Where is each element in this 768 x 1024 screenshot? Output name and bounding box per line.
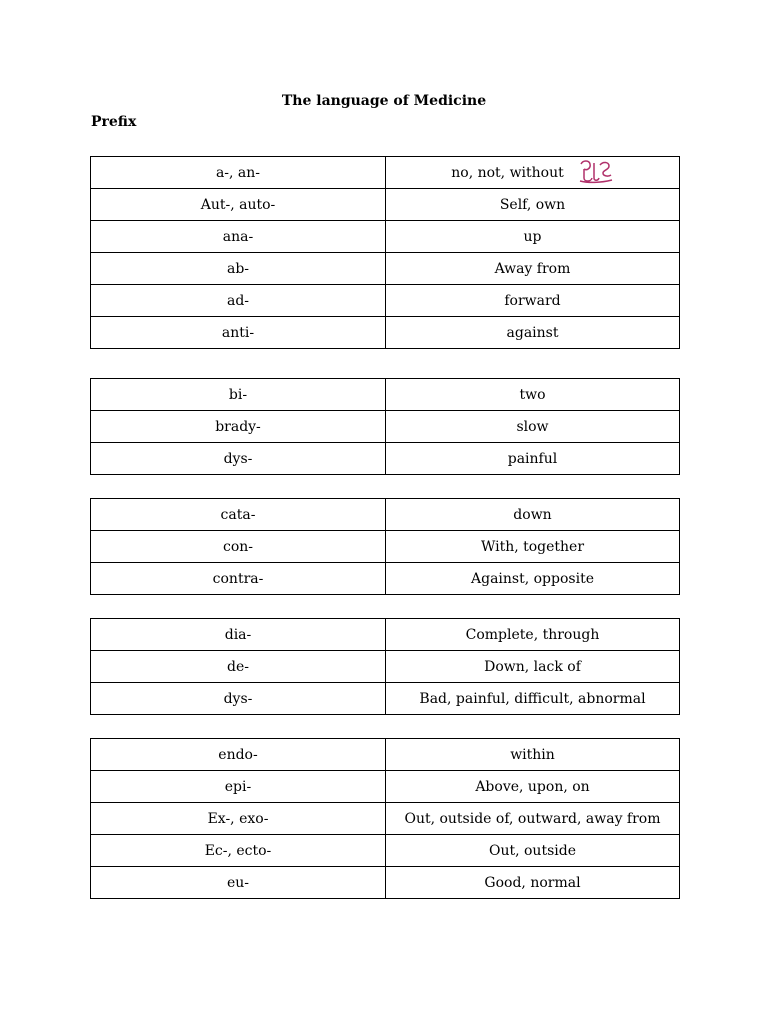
prefix-text: anti- (221, 324, 255, 341)
table-row (91, 253, 680, 285)
meaning-cell (386, 189, 680, 221)
prefix-text: con- (222, 538, 254, 555)
meaning-text: against (506, 324, 559, 341)
prefix-cell (91, 221, 386, 253)
meaning-cell (386, 531, 680, 563)
meaning-text: Out, outside (488, 842, 576, 859)
meaning-text: Away from (494, 260, 571, 277)
meaning-text: Down, lack of (484, 658, 581, 675)
meaning-cell (386, 835, 680, 867)
table-row (91, 563, 680, 595)
meaning-cell (386, 771, 680, 803)
meaning-text: Bad, painful, difficult, abnormal (419, 690, 646, 707)
meaning-text: With, together (480, 538, 585, 555)
table-row (91, 803, 680, 835)
prefix-table-a (90, 156, 680, 349)
table-row (91, 221, 680, 253)
prefix-cell (91, 499, 386, 531)
meaning-text: within (510, 746, 555, 763)
prefix-text: eu- (226, 874, 250, 891)
prefix-cell (91, 563, 386, 595)
prefix-cell (91, 739, 386, 771)
prefix-text: Ec-, ecto- (204, 842, 272, 859)
prefix-table-b (90, 378, 680, 475)
table-row (91, 651, 680, 683)
page-title: The language of Medicine (281, 93, 487, 109)
meaning-cell (386, 253, 680, 285)
prefix-cell (91, 317, 386, 349)
table-row (91, 499, 680, 531)
prefix-cell (91, 771, 386, 803)
prefix-cell (91, 411, 386, 443)
prefix-text: cata- (220, 506, 256, 523)
prefix-text: dys- (223, 450, 253, 467)
table-row (91, 739, 680, 771)
handwritten-note-icon (578, 158, 614, 188)
prefix-text: endo- (218, 746, 258, 763)
prefix-table-d (90, 618, 680, 715)
meaning-cell (386, 157, 680, 189)
meaning-cell (386, 563, 680, 595)
prefix-table-c (90, 498, 680, 595)
table-row (91, 411, 680, 443)
meaning-text: Good, normal (484, 874, 581, 891)
table-row (91, 379, 680, 411)
meaning-text: Self, own (499, 196, 566, 213)
meaning-cell (386, 379, 680, 411)
meaning-text: Against, opposite (471, 570, 594, 587)
meaning-cell (386, 683, 680, 715)
prefix-text: brady- (215, 418, 261, 435)
table-row (91, 619, 680, 651)
prefix-text: de- (227, 658, 249, 675)
prefix-text: contra- (212, 570, 264, 587)
prefix-text: ad- (226, 292, 250, 309)
prefix-text: bi- (228, 386, 248, 403)
prefix-cell (91, 189, 386, 221)
prefix-text: ab- (226, 260, 250, 277)
table-row (91, 443, 680, 475)
table-row (91, 317, 680, 349)
prefix-text: dia- (224, 626, 252, 643)
meaning-cell (386, 739, 680, 771)
table-row (91, 157, 680, 189)
table-row (91, 189, 680, 221)
table-row (91, 867, 680, 899)
prefix-cell (91, 683, 386, 715)
prefix-cell (91, 157, 386, 189)
table-row (91, 285, 680, 317)
prefix-cell (91, 651, 386, 683)
prefix-text: a-, an- (215, 164, 261, 181)
prefix-cell (91, 867, 386, 899)
meaning-cell (386, 867, 680, 899)
meaning-text: two (519, 386, 546, 403)
prefix-cell (91, 531, 386, 563)
meaning-text: no, not, without (451, 164, 564, 181)
meaning-text: Out, outside of, outward, away from (404, 810, 661, 827)
prefix-cell (91, 443, 386, 475)
meaning-cell (386, 221, 680, 253)
meaning-cell (386, 317, 680, 349)
prefix-text: Ex-, exo- (207, 810, 269, 827)
meaning-text: Above, upon, on (475, 778, 590, 795)
section-heading: Prefix (91, 114, 137, 130)
table-row (91, 835, 680, 867)
prefix-cell (91, 285, 386, 317)
table-row (91, 771, 680, 803)
prefix-table-e (90, 738, 680, 899)
meaning-cell (386, 651, 680, 683)
meaning-text: down (513, 506, 552, 523)
prefix-text: dys- (223, 690, 253, 707)
meaning-cell (386, 803, 680, 835)
meaning-cell (386, 443, 680, 475)
prefix-cell (91, 803, 386, 835)
meaning-text: forward (504, 292, 561, 309)
meaning-cell (386, 411, 680, 443)
prefix-text: ana- (222, 228, 254, 245)
meaning-text: painful (507, 450, 558, 467)
prefix-cell (91, 619, 386, 651)
meaning-cell (386, 285, 680, 317)
table-row (91, 531, 680, 563)
prefix-text: Aut-, auto- (200, 196, 276, 213)
prefix-cell (91, 835, 386, 867)
meaning-text: up (523, 228, 542, 245)
meaning-cell (386, 499, 680, 531)
table-row (91, 683, 680, 715)
prefix-text: epi- (224, 778, 252, 795)
prefix-cell (91, 253, 386, 285)
meaning-text: Complete, through (465, 626, 600, 643)
meaning-cell (386, 619, 680, 651)
prefix-cell (91, 379, 386, 411)
meaning-text: slow (516, 418, 549, 435)
